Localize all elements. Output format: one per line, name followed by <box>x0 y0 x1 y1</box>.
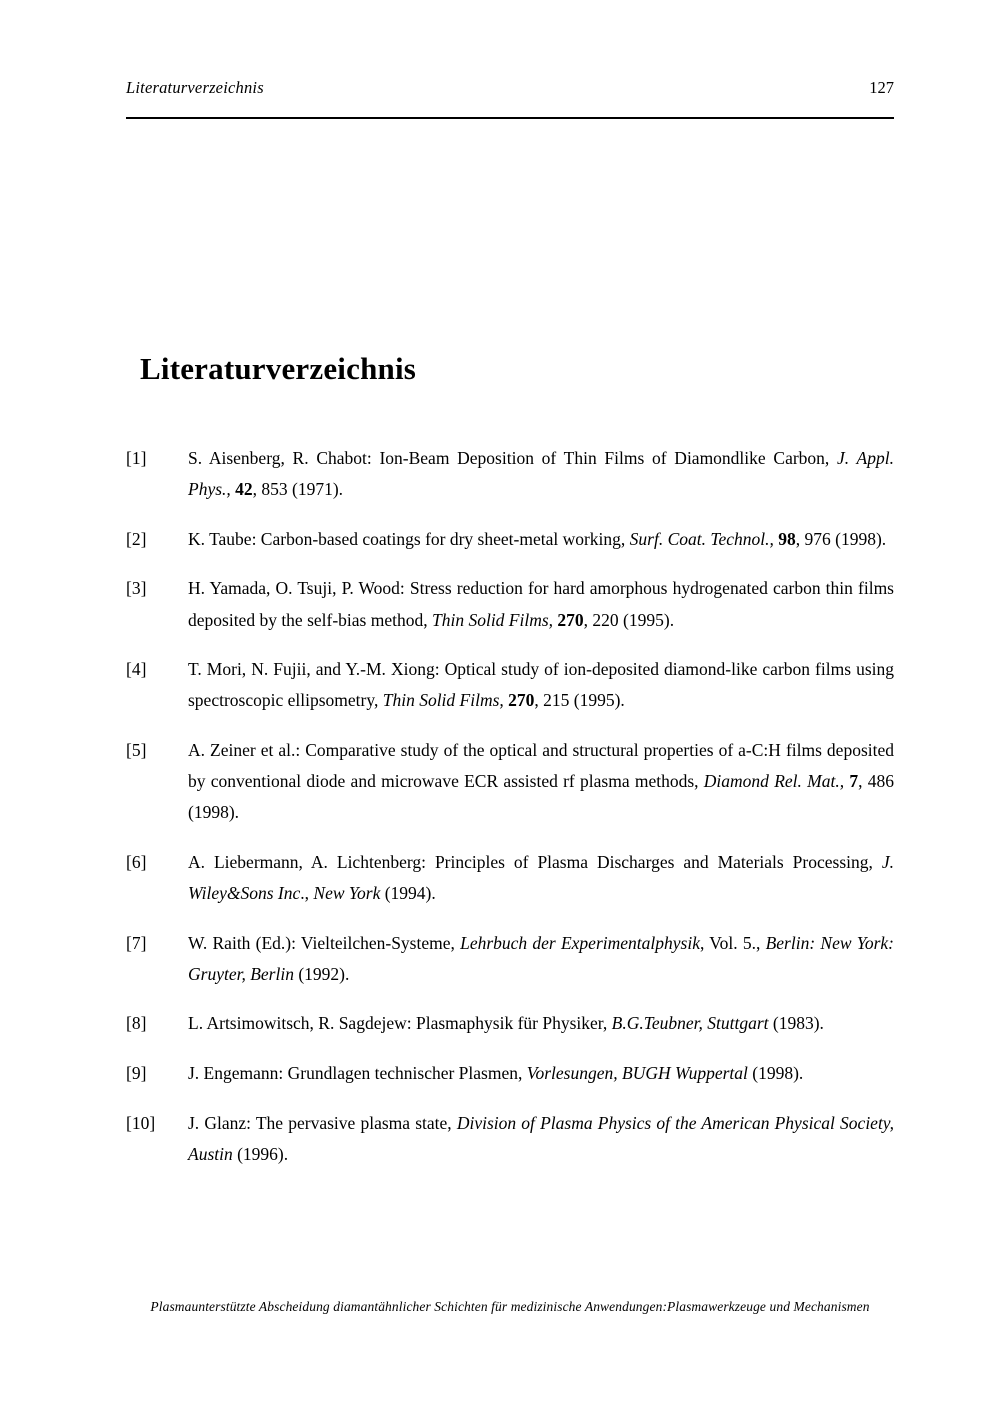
page-header <box>126 78 894 98</box>
reference-text: A. Zeiner et al.: Comparative study of the optical and structural properties of a-C:H films deposited by conventional diode and microwave ECR assisted rf plasma methods, Diamond Rel. Mat., 7, 486 (1998). <box>188 739 895 823</box>
reference-text: S. Aisenberg, R. Chabot: Ion-Beam Deposition of Thin Films of Diamondlike Carbon, J. Appl. Phys., 42, 853 (1971). <box>188 448 894 500</box>
reference-list <box>126 443 894 1189</box>
reference-text: W. Raith (Ed.): Vielteilchen-Systeme, Lehrbuch der Experimentalphysik, Vol. 5., Berlin: New York: Gruyter, Berlin (1992). <box>188 932 895 984</box>
reference-entry <box>126 1058 894 1089</box>
reference-entry <box>126 1008 894 1039</box>
reference-marker: [9] <box>126 1063 147 1084</box>
reference-text: A. Liebermann, A. Lichtenberg: Principles of Plasma Discharges and Materials Processing, J. Wiley&Sons Inc., New York (1994). <box>188 851 894 904</box>
reference-marker: [2] <box>126 528 147 549</box>
header-chapter-title: Literaturverzeichnis <box>126 78 264 97</box>
reference-entry <box>126 1108 894 1170</box>
reference-text: J. Engemann: Grundlagen technischer Plasmen, Vorlesungen, BUGH Wuppertal (1998). <box>188 1063 804 1084</box>
header-divider <box>126 117 894 119</box>
reference-marker: [3] <box>126 578 147 599</box>
reference-marker: [4] <box>126 659 147 680</box>
reference-entry <box>126 443 894 505</box>
reference-text: T. Mori, N. Fujii, and Y.-M. Xiong: Optical study of ion-deposited diamond-like carbon films using spectroscopic ellipsometry, Thin Solid Films, 270, 215 (1995). <box>188 659 894 711</box>
page-title: Literaturverzeichnis <box>140 350 417 386</box>
reference-entry <box>126 524 894 555</box>
reference-text: L. Artsimowitsch, R. Sagdejew: Plasmaphysik für Physiker, B.G.Teubner, Stuttgart (1983). <box>188 1013 824 1034</box>
reference-text: K. Taube: Carbon-based coatings for dry sheet-metal working, Surf. Coat. Technol., 98, 976 (1998). <box>188 528 887 549</box>
reference-marker: [6] <box>126 851 147 872</box>
reference-text: J. Glanz: The pervasive plasma state, Division of Plasma Physics of the American Physical Society, Austin (1996). <box>188 1112 894 1164</box>
header-page-number: 127 <box>869 78 894 97</box>
reference-entry <box>126 735 894 828</box>
reference-text: H. Yamada, O. Tsuji, P. Wood: Stress reduction for hard amorphous hydrogenated carbon thin films deposited by the self-bias method, Thin Solid Films, 270, 220 (1995). <box>188 578 894 630</box>
reference-marker: [5] <box>126 739 147 760</box>
reference-marker: [7] <box>126 932 147 953</box>
page-footer: Plasmaunterstützte Abscheidung diamantähnlicher Schichten für medizinische Anwendungen:Plasmawerkzeuge und Mechanismen <box>150 1299 870 1314</box>
reference-marker: [1] <box>126 448 147 468</box>
reference-marker: [10] <box>126 1112 156 1133</box>
reference-marker: [8] <box>126 1013 147 1034</box>
reference-entry <box>126 928 894 990</box>
reference-entry <box>126 847 894 909</box>
reference-entry <box>126 654 894 716</box>
reference-entry <box>126 573 894 635</box>
